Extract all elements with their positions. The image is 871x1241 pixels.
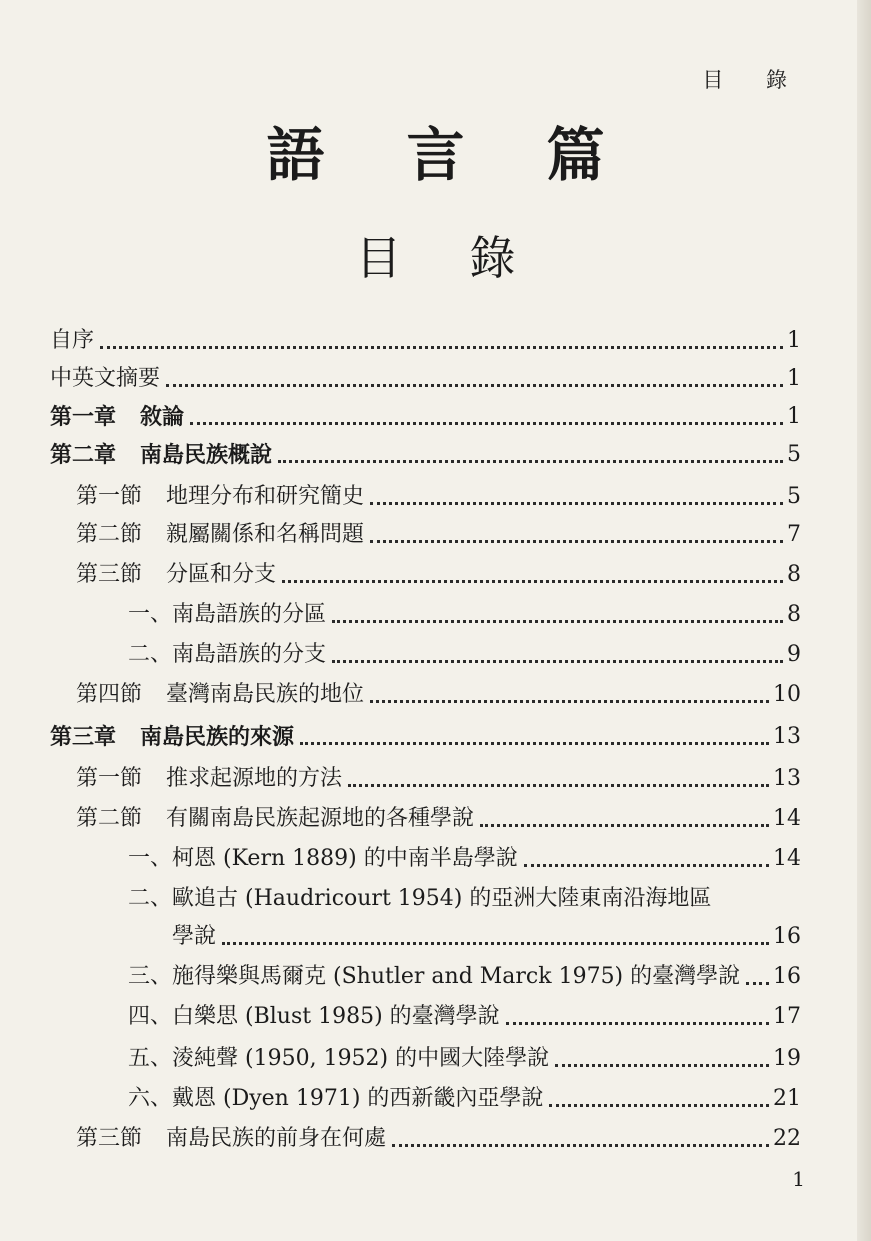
entry-title: 親屬關係和名稱問題	[166, 522, 365, 547]
leader-dots	[100, 346, 783, 349]
running-head: 目 錄	[702, 68, 805, 92]
toc-entry-abstract[interactable]	[50, 356, 801, 392]
leader-dots	[392, 1144, 769, 1147]
entry-label: 中英文摘要	[50, 366, 161, 391]
toc-entry-subsection[interactable]	[128, 1076, 801, 1112]
entry-title: 施得樂與馬爾克 (Shutler and Marck 1975) 的臺灣學說	[172, 964, 741, 989]
entry-label: 自序	[50, 328, 95, 353]
entry-title: 歐追古 (Haudricourt 1954) 的亞洲大陸東南沿海地區	[172, 886, 712, 911]
entry-title: 柯恩 (Kern 1889) 的中南半島學說	[172, 846, 518, 871]
entry-page: 1	[787, 366, 801, 391]
entry-label: 第一節	[76, 484, 143, 509]
entry-title: 淩純聲 (1950, 1952) 的中國大陸學說	[172, 1046, 550, 1071]
toc-entry-chapter-2[interactable]	[50, 432, 801, 468]
leader-dots	[300, 742, 769, 745]
leader-dots	[370, 700, 769, 703]
toc-entry-subsection[interactable]	[128, 994, 801, 1030]
toc-entry-section[interactable]	[76, 474, 801, 510]
entry-title: 南島民族的前身在何處	[166, 1126, 387, 1151]
entry-label: 三、	[128, 964, 173, 989]
entry-label: 第一節	[76, 766, 143, 791]
entry-page: 8	[787, 602, 801, 627]
entry-label: 第二章	[50, 442, 117, 468]
entry-title: 南島民族的來源	[140, 724, 295, 750]
toc-entry-subsection-wrapped[interactable]	[128, 876, 801, 950]
part-title: 語言篇	[266, 121, 687, 189]
entry-title: 南島語族的分支	[172, 642, 327, 667]
entry-page: 14	[773, 806, 801, 831]
entry-label: 第三節	[76, 562, 143, 587]
entry-label: 第三節	[76, 1126, 143, 1151]
entry-page: 1	[787, 404, 801, 429]
entry-label: 四、	[128, 1004, 173, 1029]
toc-entry-chapter-1[interactable]	[50, 394, 801, 430]
leader-dots	[166, 384, 783, 387]
entry-page: 5	[787, 442, 801, 467]
toc-entry-section[interactable]	[76, 796, 801, 832]
toc-entry-subsection[interactable]	[128, 632, 801, 668]
entry-label: 第一章	[50, 404, 117, 430]
page-number: 1	[792, 1167, 805, 1191]
entry-title-continuation: 學說	[172, 924, 217, 949]
leader-dots	[190, 422, 783, 425]
toc-entry-chapter-3[interactable]	[50, 714, 801, 750]
entry-title: 分區和分支	[166, 562, 277, 587]
entry-page: 8	[787, 562, 801, 587]
entry-page: 1	[787, 328, 801, 353]
entry-title: 南島語族的分區	[172, 602, 327, 627]
entry-page: 21	[773, 1086, 801, 1111]
entry-title: 戴恩 (Dyen 1971) 的西新畿內亞學說	[172, 1086, 544, 1111]
entry-label: 第二節	[76, 522, 143, 547]
entry-page: 19	[773, 1046, 801, 1071]
entry-page: 7	[787, 522, 801, 547]
entry-title: 白樂思 (Blust 1985) 的臺灣學說	[172, 1004, 500, 1029]
toc-entry-subsection[interactable]	[128, 592, 801, 628]
entry-label: 第三章	[50, 724, 117, 750]
leader-dots	[282, 580, 783, 583]
entry-label: 二、	[128, 886, 173, 911]
leader-dots	[332, 620, 783, 623]
leader-dots	[506, 1022, 769, 1025]
entry-page: 16	[773, 964, 801, 989]
leader-dots	[524, 864, 769, 867]
entry-page: 9	[787, 642, 801, 667]
toc-entry-section[interactable]	[76, 672, 801, 708]
toc-entry-subsection[interactable]	[128, 836, 801, 872]
leader-dots	[370, 502, 783, 505]
leader-dots	[746, 982, 769, 985]
entry-page: 16	[773, 924, 801, 949]
entry-page: 17	[773, 1004, 801, 1029]
toc-entry-subsection[interactable]	[128, 1036, 801, 1072]
entry-label: 第四節	[76, 682, 143, 707]
entry-page: 22	[773, 1126, 801, 1151]
leader-dots	[222, 942, 769, 945]
leader-dots	[332, 660, 783, 663]
entry-title: 推求起源地的方法	[166, 766, 343, 791]
toc-entry-section[interactable]	[76, 512, 801, 548]
toc-title: 目錄	[355, 231, 584, 285]
entry-page: 10	[773, 682, 801, 707]
entry-title: 敘論	[140, 404, 185, 430]
entry-title: 臺灣南島民族的地位	[166, 682, 365, 707]
toc-entry-section[interactable]	[76, 552, 801, 588]
entry-label: 第二節	[76, 806, 143, 831]
leader-dots	[348, 784, 769, 787]
toc-entry-preface[interactable]	[50, 318, 801, 354]
entry-label: 一、	[128, 602, 173, 627]
entry-title: 地理分布和研究簡史	[166, 484, 365, 509]
toc-entry-subsection[interactable]	[128, 954, 801, 990]
entry-label: 五、	[128, 1046, 173, 1071]
entry-page: 13	[773, 766, 801, 791]
entry-page: 14	[773, 846, 801, 871]
entry-title: 南島民族概說	[140, 442, 273, 468]
leader-dots	[555, 1064, 769, 1067]
entry-page: 5	[787, 484, 801, 509]
leader-dots	[370, 540, 783, 543]
entry-label: 二、	[128, 642, 173, 667]
entry-label: 六、	[128, 1086, 173, 1111]
leader-dots	[549, 1104, 769, 1107]
toc-entry-section[interactable]	[76, 1116, 801, 1152]
leader-dots	[278, 460, 783, 463]
entry-label: 一、	[128, 846, 173, 871]
leader-dots	[480, 824, 769, 827]
entry-title: 有關南島民族起源地的各種學說	[166, 806, 475, 831]
entry-page: 13	[773, 724, 801, 749]
toc-entry-section[interactable]	[76, 756, 801, 792]
